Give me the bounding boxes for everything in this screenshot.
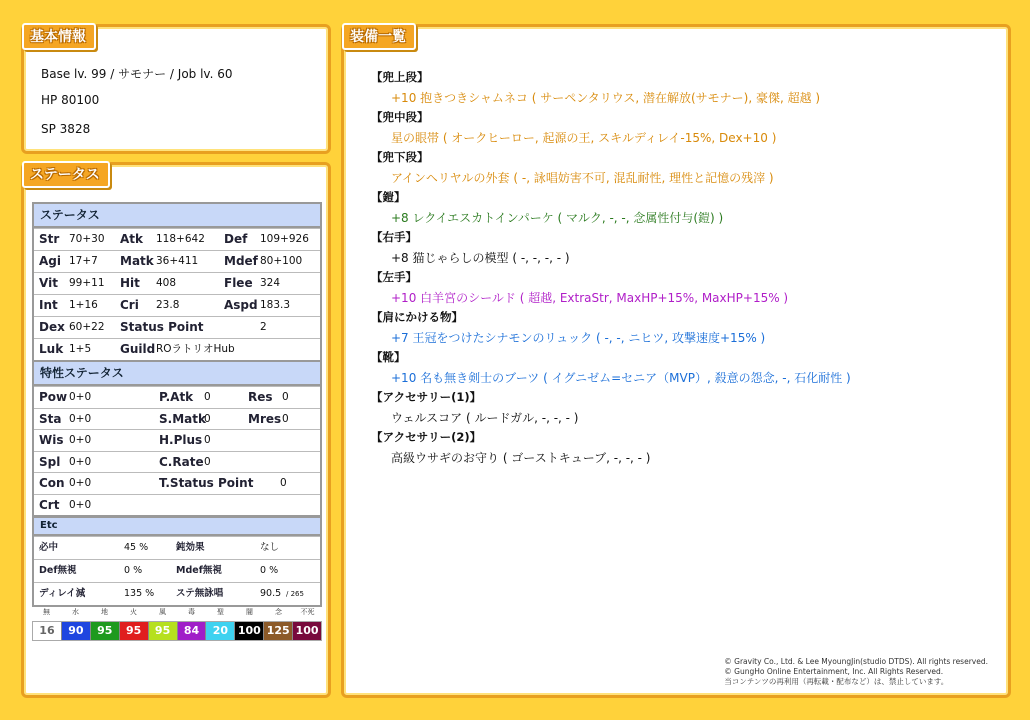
equip-slot-label: 【靴】 <box>371 350 406 364</box>
trait-value: 0+0 <box>69 391 92 403</box>
etc-row <box>34 559 320 582</box>
equip-slot-label: 【左手】 <box>371 270 417 284</box>
trait-value: 0+0 <box>69 434 92 446</box>
equip-entry <box>371 389 579 426</box>
element-name: 風 <box>159 608 166 616</box>
stat-value: 118+642 <box>156 233 205 245</box>
equip-entry <box>371 229 570 266</box>
status-panel <box>21 162 331 698</box>
equip-entry <box>371 429 651 466</box>
equip-item-name: +10 抱きつきシャムネコ ( サーペンタリウス, 潜在解放(サモナー), 豪傑, 超越 ) <box>391 91 821 105</box>
trait-label: Con <box>39 476 65 490</box>
element-name: 地 <box>101 608 108 616</box>
element-name: 不死 <box>300 608 315 616</box>
trait-label: T.Status Point <box>159 476 254 490</box>
element-value: 95 <box>119 622 148 640</box>
stat-value: 324 <box>260 277 281 289</box>
element-name: 水 <box>72 608 79 616</box>
status-panel-title: ステータス <box>22 161 110 188</box>
stat-label: Flee <box>224 276 253 290</box>
etc-table-title: Etc <box>34 518 320 536</box>
equip-item-name: +10 白羊宮のシールド ( 超越, ExtraStr, MaxHP+15%, MaxHP+15% ) <box>391 291 789 305</box>
trait-value: 0 <box>204 455 211 468</box>
stat-value: 70+30 <box>69 233 105 245</box>
equip-slot-label: 【アクセサリー(1)】 <box>371 390 482 404</box>
equip-slot-label: 【鎧】 <box>371 190 406 204</box>
trait-value: 0 <box>280 477 287 489</box>
equipment-panel <box>341 24 1011 698</box>
copyright <box>724 657 988 687</box>
element-name: 念 <box>275 608 282 616</box>
etc-row <box>34 582 320 605</box>
trait-row <box>34 472 320 494</box>
basic-info-title: 基本情報 <box>22 23 96 50</box>
copyright-line: © GungHo Online Entertainment, Inc. All Rights Reserved. <box>724 667 944 676</box>
etc-value-suffix: / 265 <box>286 590 304 598</box>
equip-item-name: +7 王冠をつけたシナモンのリュック ( -, -, ニヒツ, 攻撃速度+15% ) <box>391 331 766 345</box>
copyright-line: 当コンテンツの再利用（再転載・配布など）は、禁止しています。 <box>724 677 949 686</box>
trait-label: Spl <box>39 454 61 469</box>
equip-entry <box>371 189 723 226</box>
element-value: 125 <box>263 622 292 640</box>
trait-value: 0+0 <box>69 498 92 511</box>
status-row <box>34 316 320 338</box>
equip-entry <box>371 109 776 146</box>
element-value: 95 <box>90 622 119 640</box>
element-value: 100 <box>234 622 263 640</box>
hp-line: HP 80100 <box>41 93 100 107</box>
equip-slot-label: 【兜中段】 <box>371 110 429 124</box>
stat-label: Cri <box>120 298 139 312</box>
equip-item-name: +10 名も無き剣士のブーツ ( イグニゼム=セニア（MVP）, 殺意の怨念, -, 石化耐性 ) <box>391 371 851 385</box>
trait-status-table-title: 特性ステータス <box>34 362 320 386</box>
stat-label: Vit <box>39 276 58 290</box>
etc-value: 0 % <box>124 565 143 576</box>
stat-label: Guild <box>120 342 156 356</box>
base-level-line: Base lv. 99 / サモナー / Job lv. 60 <box>41 67 233 81</box>
trait-row <box>34 429 320 451</box>
equip-item-name: 星の眼帯 ( オークヒーロー, 起源の王, スキルディレイ-15%, Dex+10 ) <box>391 131 777 145</box>
trait-label: Sta <box>39 411 62 426</box>
trait-value: 0+0 <box>69 412 92 425</box>
status-table-title: ステータス <box>34 204 320 228</box>
etc-label: ディレイ減 <box>39 588 86 599</box>
stat-value: 109+926 <box>260 233 309 245</box>
stat-value: 80+100 <box>260 255 303 267</box>
trait-label: Pow <box>39 390 68 404</box>
trait-label: P.Atk <box>159 390 194 404</box>
etc-value: 90.5 <box>260 588 282 599</box>
element-name: 無 <box>43 608 50 616</box>
trait-label: Crt <box>39 497 60 512</box>
trait-label: Mres <box>248 411 282 426</box>
stat-value: 60+22 <box>69 321 105 333</box>
trait-label: Res <box>248 390 273 404</box>
stat-label: Int <box>39 298 58 312</box>
basic-info-panel <box>21 24 331 154</box>
trait-value: 0 <box>282 412 289 425</box>
trait-value: 0 <box>204 391 211 403</box>
status-row <box>34 338 320 360</box>
stat-label: Str <box>39 232 60 246</box>
trait-label: C.Rate <box>159 454 204 469</box>
status-row <box>34 272 320 294</box>
stat-value: ROラトリオHub <box>156 343 235 355</box>
stat-value: 183.3 <box>260 299 291 311</box>
stat-label: Status Point <box>120 320 204 334</box>
trait-row <box>34 408 320 430</box>
stat-value: 2 <box>260 321 267 333</box>
stat-value: 408 <box>156 277 177 289</box>
equip-slot-label: 【アクセサリー(2)】 <box>371 430 482 444</box>
element-name: 毒 <box>188 608 195 616</box>
stat-value: 1+5 <box>69 343 92 355</box>
equip-slot-label: 【右手】 <box>371 230 417 244</box>
stat-label: Aspd <box>224 298 258 312</box>
equip-slot-label: 【兜上段】 <box>371 70 429 84</box>
stat-value: 36+411 <box>156 255 199 267</box>
stat-label: Dex <box>39 320 65 334</box>
status-table <box>32 202 322 362</box>
stat-value: 23.8 <box>156 299 180 311</box>
element-value: 16 <box>33 622 61 640</box>
stat-label: Matk <box>120 254 154 268</box>
etc-table <box>32 516 322 607</box>
element-value: 90 <box>61 622 90 640</box>
stat-label: Agi <box>39 254 61 268</box>
element-value: 95 <box>148 622 177 640</box>
element-resist-bar <box>32 607 322 641</box>
stat-label: Def <box>224 232 248 246</box>
copyright-line: © Gravity Co., Ltd. & Lee MyoungJin(studio DTDS). All rights reserved. <box>724 657 988 666</box>
trait-value: 0 <box>282 391 289 403</box>
element-value: 20 <box>205 622 234 640</box>
trait-label: H.Plus <box>159 433 203 447</box>
element-values <box>32 621 322 641</box>
stat-value: 1+16 <box>69 299 98 311</box>
etc-row <box>34 536 320 559</box>
element-value: 100 <box>292 622 321 640</box>
stat-label: Atk <box>120 232 144 246</box>
trait-label: S.Matk <box>159 411 206 426</box>
equip-item-name: +8 猫じゃらしの模型 ( -, -, -, - ) <box>391 251 570 265</box>
etc-label: 必中 <box>39 542 59 553</box>
status-row <box>34 228 320 250</box>
element-value: 84 <box>177 622 206 640</box>
etc-value: なし <box>260 542 280 553</box>
status-row <box>34 294 320 316</box>
stat-label: Luk <box>39 342 64 356</box>
equip-slot-label: 【肩にかける物】 <box>371 310 463 324</box>
etc-value: 0 % <box>260 565 279 576</box>
stat-value: 99+11 <box>69 277 105 289</box>
element-names <box>32 607 322 619</box>
stat-label: Mdef <box>224 254 258 268</box>
equip-item-name: ウェルスコア ( ルードガル, -, -, - ) <box>391 411 579 425</box>
etc-value: 45 % <box>124 542 149 553</box>
element-name: 火 <box>130 608 137 616</box>
equip-item-name: アインヘリヤルの外套 ( -, 詠唱妨害不可, 混乱耐性, 理性と記憶の残滓 ) <box>391 171 774 185</box>
trait-row <box>34 494 320 516</box>
status-row <box>34 250 320 272</box>
etc-label: ステ無詠唱 <box>176 588 224 599</box>
equip-entry <box>371 269 788 306</box>
stat-value: 17+7 <box>69 255 98 267</box>
trait-label: Wis <box>39 433 64 447</box>
trait-row <box>34 451 320 473</box>
equip-entry <box>371 309 765 346</box>
equipment-panel-title: 装備一覧 <box>342 23 416 50</box>
stat-label: Hit <box>120 276 140 290</box>
element-name: 闇 <box>246 608 253 616</box>
etc-value: 135 % <box>124 588 155 599</box>
element-name: 聖 <box>217 608 224 616</box>
equip-item-name: 高級ウサギのお守り ( ゴーストキューブ, -, -, - ) <box>391 451 651 465</box>
trait-row <box>34 386 320 408</box>
trait-status-table <box>32 360 322 517</box>
trait-value: 0+0 <box>69 477 92 489</box>
equip-slot-label: 【兜下段】 <box>371 150 429 164</box>
equip-entry <box>371 69 820 106</box>
trait-value: 0 <box>204 434 211 446</box>
etc-label: Mdef無視 <box>176 565 222 576</box>
equip-entry <box>371 349 851 386</box>
sp-line: SP 3828 <box>41 122 91 136</box>
trait-value: 0 <box>204 412 211 425</box>
etc-label: Def無視 <box>39 565 77 576</box>
etc-label: 鈍効果 <box>176 542 205 553</box>
equip-item-name: +8 レクイエスカトインパーケ ( マルク, -, -, 念属性付与(鎧) ) <box>391 211 724 225</box>
equip-entry <box>371 149 774 186</box>
trait-value: 0+0 <box>69 455 92 468</box>
